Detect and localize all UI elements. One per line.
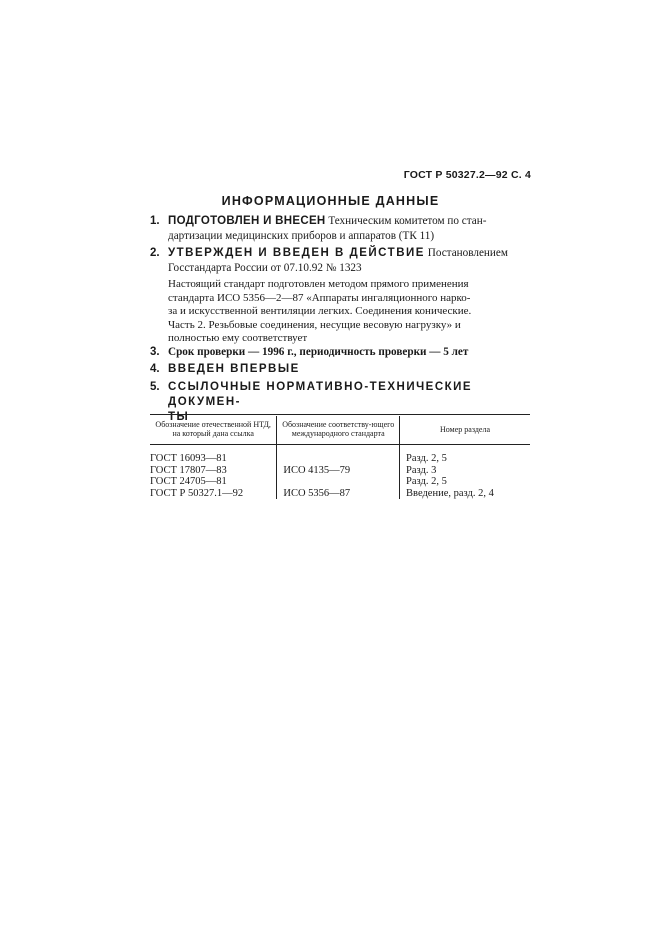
paragraph-line: полностью ему соответствует — [168, 332, 308, 344]
document-code: ГОСТ Р 50327.2—92 С. 4 — [403, 169, 531, 181]
cell-section: Введение, разд. 2, 4 — [406, 487, 494, 499]
cell-ntd: ГОСТ 24705—81 — [150, 476, 277, 488]
item-number: 5. — [150, 381, 160, 393]
column-header-section: Номер раздела — [400, 416, 530, 445]
paragraph-line: Часть 2. Резьбовые соединения, несущие весовую нагрузку» и — [168, 318, 461, 331]
list-item — [150, 362, 530, 377]
cell-ntd: ГОСТ Р 50327.1—92 — [150, 488, 277, 500]
cell-section: Разд. 2, 5 — [406, 476, 447, 487]
item-caption: ПОДГОТОВЛЕН И ВНЕСЕН — [168, 215, 326, 227]
cell-ntd: ГОСТ 17807—83 — [150, 465, 277, 477]
reference-table — [150, 416, 530, 499]
item-text-continued: Госстандарта России от 07.10.92 № 1323 — [168, 262, 362, 274]
table-row — [150, 476, 530, 488]
item-caption: УТВЕРЖДЕН И ВВЕДЕН В ДЕЙСТВИЕ — [168, 247, 425, 259]
item-caption-continued: ТЫ — [168, 411, 190, 423]
standard-note-paragraph — [168, 278, 530, 346]
paragraph-line: за и искусственной вентиляции легких. Соединения конические. — [168, 305, 472, 317]
paragraph-line: стандарта ИСО 5356—2—87 «Аппараты ингаляционного нарко- — [168, 291, 471, 304]
cell-intl — [277, 476, 400, 488]
item-text: Техническим комитетом по стан- — [328, 215, 487, 227]
cell-intl — [277, 453, 400, 465]
table-top-rule — [150, 414, 530, 415]
cell-ntd: ГОСТ 16093—81 — [150, 453, 277, 465]
cell-intl: ИСО 4135—79 — [277, 465, 400, 477]
cell-section: Разд. 3 — [406, 464, 437, 476]
item-caption: ВВЕДЕН ВПЕРВЫЕ — [168, 363, 300, 375]
table-row — [150, 488, 530, 500]
cell-section: Разд. 2, 5 — [406, 453, 447, 464]
item-text: Постановлением — [427, 247, 508, 259]
table-row — [150, 453, 530, 465]
list-item — [150, 345, 530, 360]
page-title: ИНФОРМАЦИОННЫЕ ДАННЫЕ — [221, 194, 440, 208]
item-number: 4. — [150, 363, 160, 375]
item-number: 1. — [150, 215, 160, 227]
item-text: Срок проверки — 1996 г., периодичность проверки — 5 лет — [168, 346, 469, 358]
item-number: 2. — [150, 247, 160, 259]
table-row — [150, 465, 530, 477]
item-caption: ССЫЛОЧНЫЕ НОРМАТИВНО-ТЕХНИЧЕСКИЕ ДОКУМЕН- — [168, 381, 473, 408]
paragraph-line: Настоящий стандарт подготовлен методом прямого применения — [168, 278, 469, 290]
item-number: 3. — [150, 346, 160, 358]
item-text-continued: дартизации медицинских приборов и аппаратов (ТК 11) — [168, 230, 435, 242]
list-item — [150, 214, 530, 244]
list-item — [150, 246, 530, 276]
column-header-ntd: Обозначение отечественной НТД, на который дана ссылка — [150, 416, 277, 445]
table-header-row — [150, 416, 530, 445]
cell-intl: ИСО 5356—87 — [277, 488, 400, 500]
column-header-intl: Обозначение соответству-ющего международного стандарта — [277, 416, 400, 445]
